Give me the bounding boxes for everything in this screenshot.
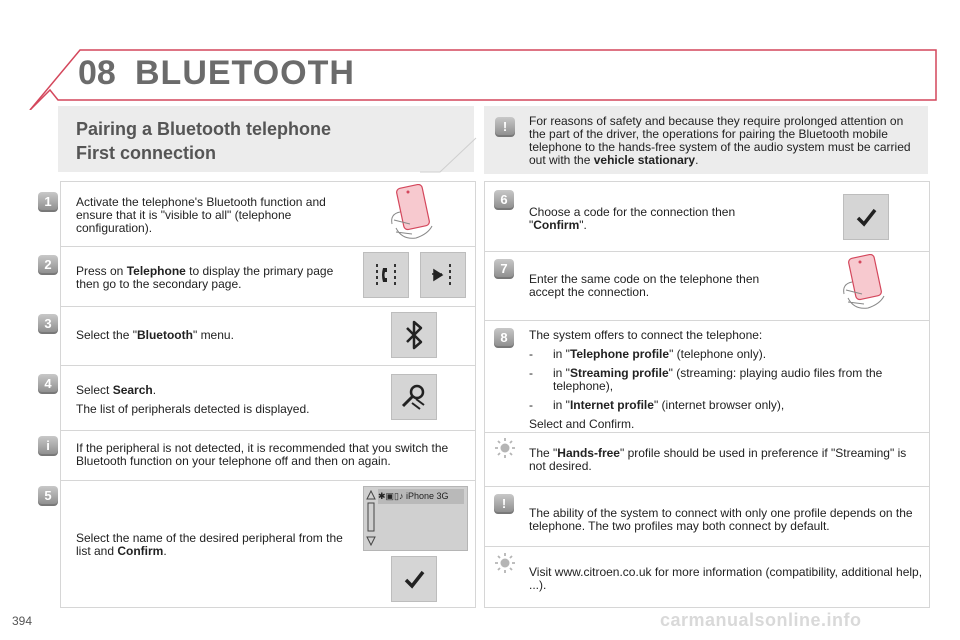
profile-list bbox=[529, 348, 923, 412]
checkmark-icon bbox=[402, 567, 426, 591]
step-8-lead: The system offers to connect the telephone: bbox=[529, 328, 763, 342]
chapter-number: 08 bbox=[78, 54, 116, 92]
step-5-text: Select the name of the desired peripheral from the list and Confirm. bbox=[76, 531, 343, 558]
lightbulb-icon bbox=[494, 552, 516, 574]
step-7-badge: 7 bbox=[494, 259, 514, 279]
device-icons: ✱▣▯♪ bbox=[378, 491, 406, 501]
step-6-badge: 6 bbox=[494, 190, 514, 210]
watermark: carmanualsonline.info bbox=[660, 610, 862, 630]
step-7-text: Enter the same code on the telephone then accept the connection. bbox=[529, 272, 760, 299]
step-2-badge: 2 bbox=[38, 255, 58, 275]
step-3-text: Select the "Bluetooth" menu. bbox=[76, 328, 234, 342]
step-8-text bbox=[529, 329, 923, 437]
title-box-corner bbox=[420, 136, 480, 176]
chapter-title: BLUETOOTH bbox=[135, 54, 355, 92]
phone-in-hand-icon bbox=[382, 184, 442, 244]
section-title: Pairing a Bluetooth telephone bbox=[76, 119, 332, 139]
search-button[interactable] bbox=[391, 374, 437, 420]
safety-warning-text: For reasons of safety and because they require prolonged attention on the part of the driver, the operations for pairing the Bluetooth mobile telephone to the hands-free system of the audio system must be carried out with the vehicle stationary. bbox=[529, 114, 911, 167]
profile-item: - in "Streaming profile" (streaming: playing audio files from the telephone), bbox=[529, 366, 883, 393]
peripheral-list-item[interactable] bbox=[378, 489, 464, 504]
telephone-icon bbox=[371, 260, 401, 290]
confirm-code-button[interactable] bbox=[843, 194, 889, 240]
warning-text: The ability of the system to connect with only one profile depends on the telephone. The two profiles may both connect by default. bbox=[529, 506, 913, 533]
phone-in-hand-icon bbox=[834, 254, 894, 314]
step-4-text: Select Search. The list of peripherals detected is displayed. bbox=[76, 384, 338, 422]
step-1-badge: 1 bbox=[38, 192, 58, 212]
secondary-page-icon bbox=[428, 260, 458, 290]
warning-icon: ! bbox=[495, 117, 515, 137]
list-scrollbar[interactable] bbox=[366, 489, 376, 547]
peripheral-list-screen bbox=[363, 486, 468, 551]
search-icon bbox=[398, 381, 430, 413]
lightbulb-icon bbox=[494, 437, 516, 459]
peripheral-name: iPhone 3G bbox=[406, 491, 449, 501]
step-4-badge: 4 bbox=[38, 374, 58, 394]
bluetooth-icon bbox=[399, 318, 429, 352]
step-6-text: Choose a code for the connection then "Confirm". bbox=[529, 205, 736, 232]
step-5-badge: 5 bbox=[38, 486, 58, 506]
page-number: 394 bbox=[12, 614, 33, 628]
profile-item: - in "Internet profile" (internet browser only), bbox=[529, 398, 785, 412]
bluetooth-menu-button[interactable] bbox=[391, 312, 437, 358]
checkmark-icon bbox=[854, 205, 878, 229]
info-text: If the peripheral is not detected, it is recommended that you switch the Bluetooth function on your telephone off and then on again. bbox=[76, 441, 449, 468]
step-2-text: Press on Telephone to display the primary page then go to the secondary page. bbox=[76, 264, 334, 291]
tip-text: The "Hands-free" profile should be used in preference if "Streaming" is not desired. bbox=[529, 446, 907, 473]
website-info-text: Visit www.citroen.co.uk for more information (compatibility, additional help, ...). bbox=[529, 565, 923, 592]
step-4-result-text: The list of peripherals detected is displayed. bbox=[76, 402, 310, 416]
info-icon: i bbox=[38, 436, 58, 456]
step-1-text: Activate the telephone's Bluetooth function and ensure that it is "visible to all" (telephone configuration). bbox=[76, 195, 326, 235]
step-3-badge: 3 bbox=[38, 314, 58, 334]
profile-item: - in "Telephone profile" (telephone only). bbox=[529, 347, 767, 361]
warning-icon: ! bbox=[494, 494, 514, 514]
step-8-tail: Select and Confirm. bbox=[529, 417, 635, 431]
confirm-button[interactable] bbox=[391, 556, 437, 602]
telephone-page-button[interactable] bbox=[363, 252, 409, 298]
secondary-page-button[interactable] bbox=[420, 252, 466, 298]
section-subtitle: First connection bbox=[76, 143, 217, 163]
step-8-badge: 8 bbox=[494, 328, 514, 348]
